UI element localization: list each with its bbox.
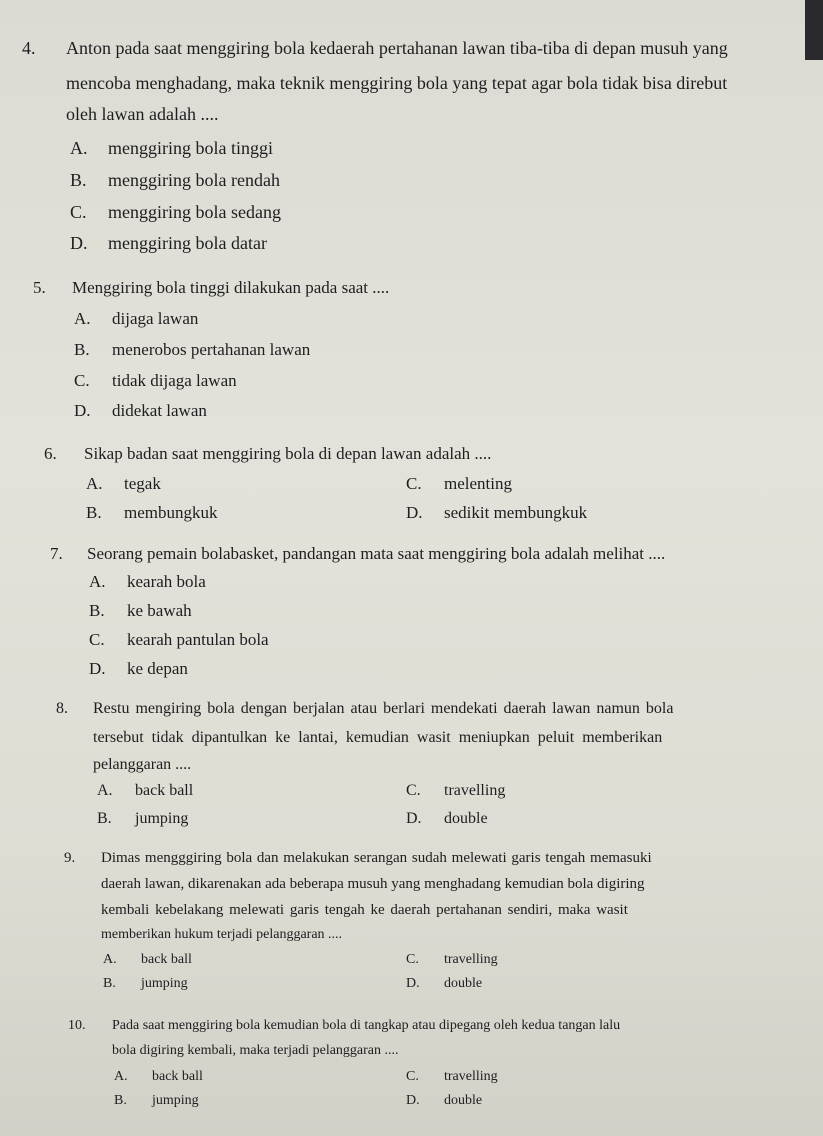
option-d[interactable]: D. sedikit membungkuk — [406, 503, 588, 522]
option-a[interactable]: A. dijaga lawan — [74, 309, 199, 328]
question-text-line: Pada saat menggiring bola kemudian bola di tangkap atau dipegang oleh kedua tangan lalu — [112, 1018, 621, 1033]
option-c[interactable]: C. menggiring bola sedang — [70, 202, 281, 222]
question-number: 9. — [64, 850, 76, 866]
question-number: 10. — [68, 1018, 86, 1033]
question-text-line: bola digiring kembali, maka terjadi pelanggaran .... — [112, 1043, 399, 1058]
question-number: 6. — [44, 444, 57, 463]
question-text-line: tersebut tidak dipantulkan ke lantai, kemudian wasit meniupkan peluit memberikan — [93, 729, 663, 746]
question-number: 4. — [22, 38, 36, 58]
question-text-line: mencoba menghadang, maka teknik menggiring bola yang tepat agar bola tidak bisa direbut — [66, 73, 728, 93]
question-number: 5. — [33, 278, 46, 297]
option-b[interactable]: B. menggiring bola rendah — [70, 170, 280, 190]
option-b[interactable]: B. jumping — [103, 976, 188, 991]
question-text-line: pelanggaran .... — [93, 756, 192, 773]
option-d[interactable]: D. menggiring bola datar — [70, 233, 267, 253]
question-text-line: memberikan hukum terjadi pelanggaran .... — [101, 927, 343, 942]
option-b[interactable]: B. ke bawah — [89, 601, 192, 620]
question-text-line: Seorang pemain bolabasket, pandangan mata saat menggiring bola adalah melihat .... — [87, 544, 666, 563]
option-d[interactable]: D. double — [406, 1093, 483, 1108]
option-d[interactable]: D. ke depan — [89, 659, 188, 678]
option-c[interactable]: C. tidak dijaga lawan — [74, 371, 237, 390]
option-a[interactable]: A. back ball — [97, 782, 194, 799]
option-c[interactable]: C. travelling — [406, 952, 498, 967]
option-c[interactable]: C. travelling — [406, 1069, 498, 1084]
option-d[interactable]: D. didekat lawan — [74, 401, 207, 420]
option-c[interactable]: C. melenting — [406, 474, 512, 493]
option-b[interactable]: B. jumping — [114, 1093, 199, 1108]
question-number: 8. — [56, 700, 68, 717]
question-text-line: Anton pada saat menggiring bola kedaerah pertahanan lawan tiba-tiba di depan musuh yang — [66, 38, 728, 58]
option-a[interactable]: A. tegak — [86, 474, 161, 493]
question-text-line: Restu mengiring bola dengan berjalan atau berlari mendekati daerah lawan namun bola — [93, 700, 674, 717]
option-a[interactable]: A. menggiring bola tinggi — [70, 138, 273, 158]
option-a[interactable]: A. kearah bola — [89, 572, 206, 591]
page-corner-shadow — [805, 0, 823, 60]
option-c[interactable]: C. travelling — [406, 782, 506, 799]
question-text-line: oleh lawan adalah .... — [66, 104, 219, 124]
option-a[interactable]: A. back ball — [114, 1069, 203, 1084]
question-text-line: Sikap badan saat menggiring bola di depan lawan adalah .... — [84, 444, 492, 463]
option-b[interactable]: B. membungkuk — [86, 503, 218, 522]
option-d[interactable]: D. double — [406, 976, 483, 991]
question-text-line: daerah lawan, dikarenakan ada beberapa musuh yang menghadang kemudian bola digiring — [101, 876, 645, 892]
option-a[interactable]: A. back ball — [103, 952, 192, 967]
option-b[interactable]: B. jumping — [97, 810, 189, 827]
option-d[interactable]: D. double — [406, 810, 488, 827]
question-number: 7. — [50, 544, 63, 563]
question-text-line: kembali kebelakang melewati garis tengah ke daerah pertahanan sendiri, maka wasit — [101, 902, 628, 918]
option-b[interactable]: B. menerobos pertahanan lawan — [74, 340, 311, 359]
question-text-line: Dimas mengggiring bola dan melakukan serangan sudah melewati garis tengah memasuki — [101, 850, 652, 866]
option-c[interactable]: C. kearah pantulan bola — [89, 630, 269, 649]
question-text-line: Menggiring bola tinggi dilakukan pada saat .... — [72, 278, 390, 297]
